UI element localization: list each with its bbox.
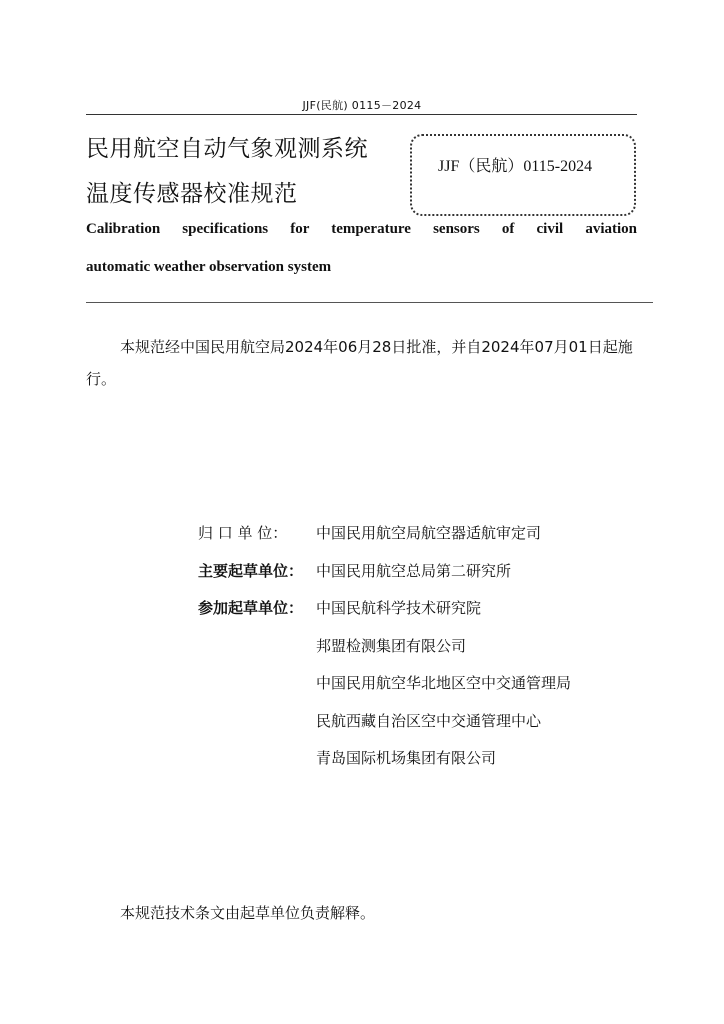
participating-row bbox=[198, 672, 571, 710]
attribution-label: 归 口 单 位： bbox=[198, 524, 288, 542]
attribution-row bbox=[198, 522, 571, 560]
participating-unit: 民航西藏自治区空中交通管理中心 bbox=[316, 711, 542, 730]
main-drafter-value: 中国民用航空总局第二研究所 bbox=[316, 561, 512, 580]
title-zh-line2: 温度传感器校准规范 bbox=[86, 181, 298, 207]
standard-code-box bbox=[410, 134, 636, 216]
approval-statement: 本规范经中国民用航空局2024年06月28日批准，并自2024年07月01日起施行。 bbox=[86, 338, 633, 388]
main-drafter-label: 主要起草单位： bbox=[198, 561, 304, 580]
standard-code: JJF（民航）0115-2024 bbox=[438, 158, 593, 175]
header-rule bbox=[86, 114, 637, 115]
participating-unit: 青岛国际机场集团有限公司 bbox=[316, 749, 497, 767]
participating-label: 参加起草单位： bbox=[198, 599, 304, 617]
header-code: JJF(民航) 0115－2024 bbox=[302, 99, 422, 112]
participating-unit: 邦盟检测集团有限公司 bbox=[316, 636, 467, 655]
main-drafter-row bbox=[198, 560, 571, 598]
participating-unit: 中国民航科学技术研究院 bbox=[316, 599, 482, 617]
title-rule bbox=[86, 302, 653, 303]
participating-row bbox=[198, 747, 571, 785]
participating-row bbox=[198, 635, 571, 673]
attribution-value: 中国民用航空局航空器适航审定司 bbox=[316, 524, 542, 542]
interpretation-note: 本规范技术条文由起草单位负责解释。 bbox=[120, 904, 376, 922]
title-en-line1: Calibration specifications for temperature sensors of civil aviation bbox=[86, 221, 637, 237]
title-zh-line1: 民用航空自动气象观测系统 bbox=[86, 136, 368, 162]
title-en-line2: automatic weather observation system bbox=[86, 259, 332, 275]
participating-row bbox=[198, 710, 571, 748]
participating-unit: 中国民用航空华北地区空中交通管理局 bbox=[316, 674, 572, 692]
participating-row bbox=[198, 597, 571, 635]
drafting-units bbox=[198, 522, 571, 785]
